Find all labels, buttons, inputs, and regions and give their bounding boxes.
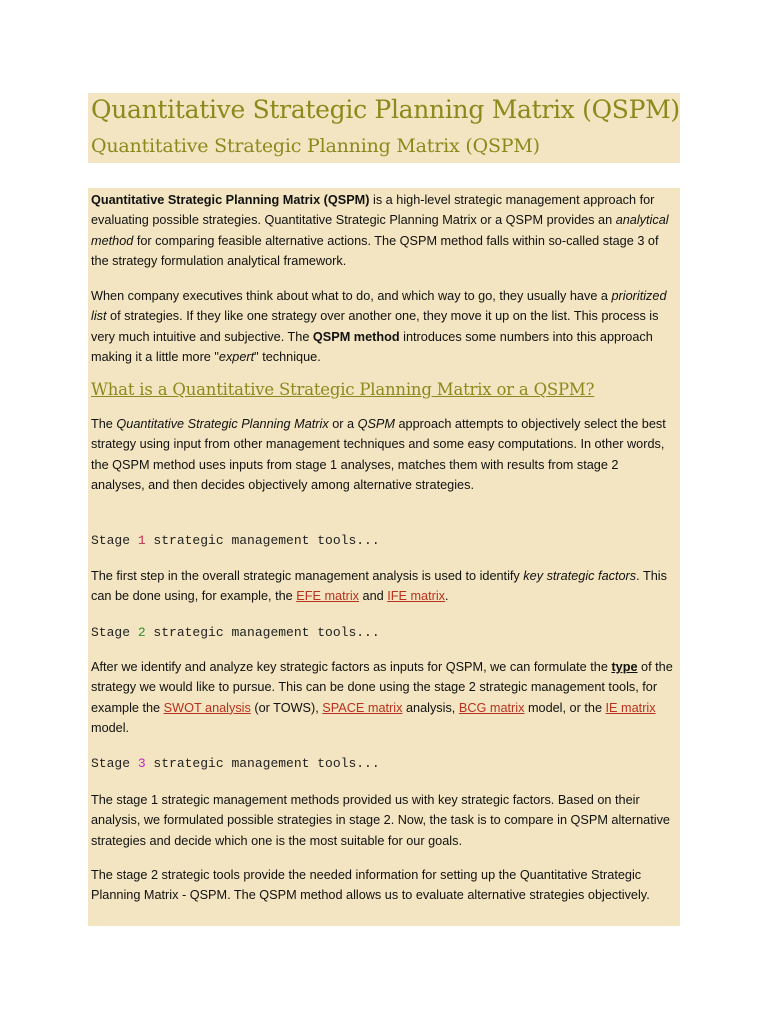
stage-2-number: 2 <box>137 625 146 640</box>
section-paragraph: The Quantitative Strategic Planning Matrix or a QSPM approach attempts to objectively select the best strategy using input from other management techniques and some easy computations. In other words, the QSPM method uses inputs from stage 1 analyses, matches them with results from stage 2 analyses, and then decides objectively among alternative strategies. <box>91 417 666 492</box>
space-matrix-link[interactable]: SPACE matrix <box>322 700 403 715</box>
page-subtitle: Quantitative Strategic Planning Matrix (QSPM) <box>91 135 540 157</box>
stage-3-paragraph-1: The stage 1 strategic management methods provided us with key strategic factors. Based on their analysis, we formulated possible strategies in stage 2. Now, the task is to compare in QSPM alternative strategies and decide which one is the most suitable for our goals. <box>91 793 670 848</box>
title-block <box>88 93 680 163</box>
qspm-method-term: QSPM method <box>312 329 400 344</box>
stage-3-code-line: Stage 3 strategic management tools... <box>91 756 380 771</box>
swot-analysis-link[interactable]: SWOT analysis <box>163 700 251 715</box>
intro-paragraph-2: When company executives think about what to do, and which way to go, they usually have a prioritized list of strategies. If they like one strategy over another one, they move it up on the list. This process is very much intuitive and subjective. The QSPM method introduces some numbers into this approach making it a little more "expert" technique. <box>91 289 667 364</box>
bcg-matrix-link[interactable]: BCG matrix <box>458 700 525 715</box>
page-title: Quantitative Strategic Planning Matrix (QSPM) <box>91 95 680 124</box>
analytical-method-term: analytical method <box>91 213 669 248</box>
ie-matrix-link[interactable]: IE matrix <box>605 700 656 715</box>
stage-1-paragraph: The first step in the overall strategic management analysis is used to identify key strategic factors. This can be done using, for example, the EFE matrix and IFE matrix. <box>91 569 667 604</box>
stage-2-code-line: Stage 2 strategic management tools... <box>91 625 380 640</box>
stage-1-code-line: Stage 1 strategic management tools... <box>91 533 380 548</box>
article-body <box>88 188 680 926</box>
efe-matrix-link[interactable]: EFE matrix <box>296 589 359 604</box>
stage-3-paragraph-2: The stage 2 strategic tools provide the needed information for setting up the Quantitative Strategic Planning Matrix - QSPM. The QSPM method allows us to evaluate alternative strategies objectively. <box>91 868 650 903</box>
stage-1-number: 1 <box>137 533 146 548</box>
stage-3-number: 3 <box>137 756 146 771</box>
qspm-abbrev-italic: QSPM <box>357 417 395 431</box>
type-term: type <box>611 660 638 674</box>
qspm-bold-term: Quantitative Strategic Planning Matrix (QSPM) <box>91 193 370 207</box>
key-strategic-factors-term: key strategic factors <box>523 569 637 583</box>
prioritized-list-term: prioritized list <box>91 289 667 324</box>
stage-2-paragraph: After we identify and analyze key strategic factors as inputs for QSPM, we can formulate the type of the strategy we would like to pursue. This can be done using the stage 2 strategic management tools, for example the SWOT analysis (or TOWS), SPACE matrix analysis, BCG matrix model, or the IE matrix model. <box>91 660 673 735</box>
qspm-italic-term: Quantitative Strategic Planning Matrix <box>116 417 329 431</box>
expert-term: expert <box>218 349 255 364</box>
section-heading: What is a Quantitative Strategic Planning Matrix or a QSPM? <box>91 380 595 399</box>
ife-matrix-link[interactable]: IFE matrix <box>387 589 446 604</box>
intro-paragraph-1: Quantitative Strategic Planning Matrix (QSPM) is a high-level strategic management approach for evaluating possible strategies. Quantitative Strategic Planning Matrix or a QSPM provides an analytical method for comparing feasible alternative actions. The QSPM method falls within so-called stage 3 of the strategy formulation analytical framework. <box>91 193 669 268</box>
